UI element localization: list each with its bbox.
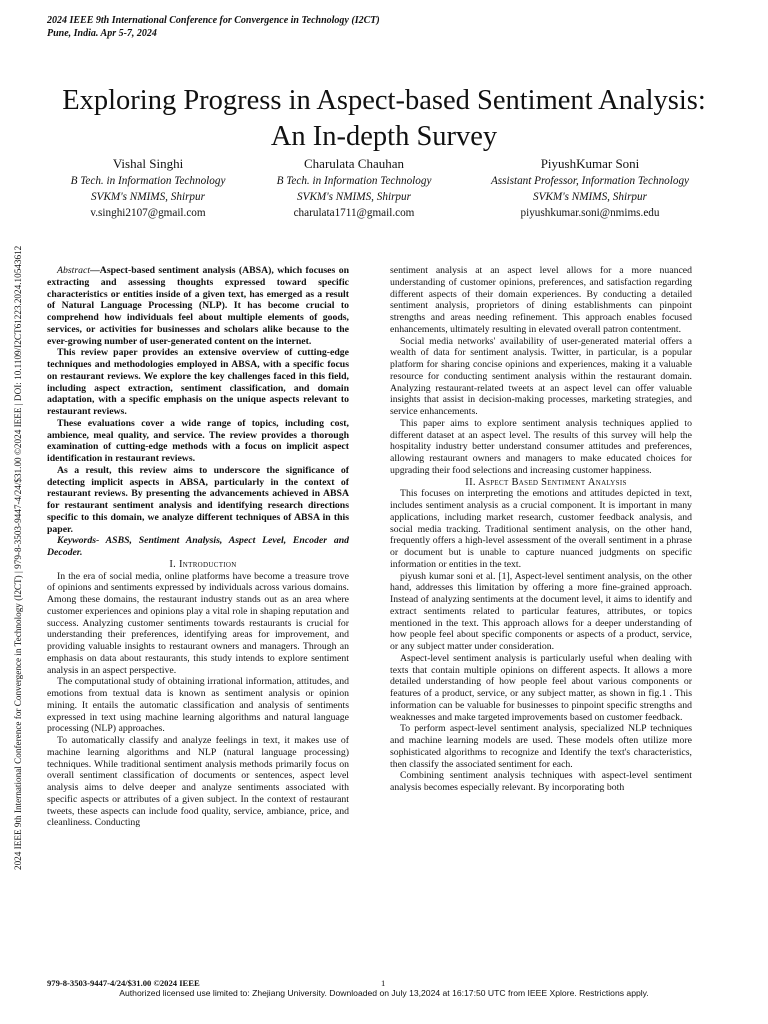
body-paragraph: In the era of social media, online platforms have become a treasure trove of opinions and sentiments expressed by individuals across various domains. Among these domains, the restaurant industry stands out as an area where customer experiences and opinions play a vital role in shaping reputation and success. Analyzing customer sentiments towards restaurants is crucial for understanding their preferences, identifying areas for improvement, and providing valuable insights to restaurant owners and managers. Through an emphasis on data about restaurants, this study intends to explore sentiment analysis in an aspect perspective. xyxy=(47,570,349,676)
author-role: Assistant Professor, Information Technology xyxy=(490,175,690,187)
right-column xyxy=(390,265,692,794)
author-email: piyushkumar.soni@nmims.edu xyxy=(520,207,660,219)
author-name: Charulata Chauhan xyxy=(304,156,404,171)
body-paragraph: This paper aims to explore sentiment analysis techniques applied to different dataset at an aspect level. The results of this survey will help the hospitality industry better understand consumer attitudes and preferences, allowing restaurant owners and managers to make educated choices for upgrading their food selections and increasing customer happiness. xyxy=(390,417,692,476)
body-paragraph: Aspect-level sentiment analysis is particularly useful when dealing with texts that contain multiple opinions on different aspects. It allows a more detailed understanding of how people feel about various components or features of a product, service, or any subject matter, as shown in fig.1 . This information can be valuable for businesses to pinpoint specific strengths and weaknesses and make targeted improvements based on customer feedback. xyxy=(390,652,692,723)
left-column xyxy=(47,265,349,829)
author-institution: SVKM's NMIMS, Shirpur xyxy=(297,191,411,203)
author-card xyxy=(459,155,721,221)
body-paragraph: piyush kumar soni et al. [1], Aspect-level sentiment analysis, on the other hand, addresses this limitation by offering a more fine-grained approach. Instead of analyzing sentiments at the document level, it aims to identify and extract sentiments related to particular features, attributes, or topics mentioned in the text. This approach allows for a deeper understanding of how people feel about specific components or aspects of a product, service, or any subject matter under consideration. xyxy=(390,570,692,652)
abstract-paragraph: These evaluations cover a wide range of topics, including cost, ambience, meal quality, and service. The review provides a thorough examination of cutting-edge methods with a focus on implicit aspect identification in restaurant reviews. xyxy=(47,417,349,464)
author-card xyxy=(47,155,249,221)
keywords: Keywords- ASBS, Sentiment Analysis, Aspect Level, Encoder and Decoder. xyxy=(47,535,349,558)
body-paragraph: To perform aspect-level sentiment analysis, specialized NLP techniques and machine learning models are used. These models often utilize more sophisticated algorithms to recognize and Identify the text's characteristics, then classify the associated sentiment for each. xyxy=(390,723,692,770)
license-notice: Authorized licensed use limited to: Zhejiang University. Downloaded on July 13,2024 at 16:17:50 UTC from IEEE Xplore. Restrictions apply. xyxy=(119,988,649,998)
side-strip-text: 2024 IEEE 9th International Conference for Convergence in Technology (I2CT) | 979-8-3503-9447-4/24/$31.00 ©2024 IEEE | DOI: 10.1109/I2CT61223.2024.10543612 xyxy=(13,245,23,870)
author-name: Vishal Singhi xyxy=(112,156,184,171)
conference-header xyxy=(47,14,380,40)
body-paragraph: This focuses on interpreting the emotions and attitudes depicted in text, includes sentiment analysis as a crucial component. It is important in many applications, including market research, customer feedback analysis, and social media tracking. Traditional sentiment analysis, on the other hand, frequently offers a high-level assessment of the overall sentiment in a phrase or document but is unable to capture nuanced judgments on specific information or entities in the text. xyxy=(390,488,692,570)
body-paragraph: sentiment analysis at an aspect level allows for a more nuanced understanding of customer opinions, preferences, and satisfaction regarding different aspects of their domain experiences. By conducting a detailed sentiment analysis, proprietors of dining establishments can pinpoint strengths and areas needing refinement. This approach enables focused enhancements, ultimately resulting in elevated overall patron contentment. xyxy=(390,265,692,335)
section-heading: II. Aspect Based Sentiment Analysis xyxy=(465,476,627,488)
body-paragraph: Combining sentiment analysis techniques with aspect-level sentiment analysis becomes especially relevant. By incorporating both xyxy=(390,770,692,793)
author-institution: SVKM's NMIMS, Shirpur xyxy=(533,191,647,203)
abstract-text: Aspect-based sentiment analysis (ABSA), which focuses on extracting and assessing thoughts expressed toward specific characteristics or entities inside of a given text, has emerged as a result of Natural Language Processing (NLP). It has become crucial to comprehend how individuals feel about multiple elements of goods, services, or activities for businesses and scholars alike because to the ever-growing number of user-generated content on the internet. xyxy=(47,265,349,347)
abstract-paragraph: As a result, this review aims to underscore the significance of detecting implicit aspects in ABSA, particularly in the context of restaurant reviews. By presenting the advancements achieved in ABSA for restaurant sentiment analysis and identifying research directions specific to this domain, we analyze different techniques of ABSA in this paper. xyxy=(47,464,349,535)
body-paragraph: The computational study of obtaining irrational information, attitudes, and emotions from textual data is known as sentiment analysis or opinion mining. It entails the automatic classification and analysis of sentiments expressed in text using machine learning algorithms and natural language processing (NLP) approaches. xyxy=(47,676,349,735)
page-number: 1 xyxy=(381,978,386,988)
author-block xyxy=(47,155,721,221)
section-heading: I. Introduction xyxy=(169,558,237,570)
author-institution: SVKM's NMIMS, Shirpur xyxy=(91,191,205,203)
author-email: charulata1711@gmail.com xyxy=(293,207,415,219)
author-card xyxy=(254,155,454,221)
conference-name: 2024 IEEE 9th International Conference for Convergence in Technology (I2CT) xyxy=(47,15,380,26)
conference-location: Pune, India. Apr 5-7, 2024 xyxy=(47,28,157,39)
abstract-paragraph: Abstract—Aspect-based sentiment analysis (ABSA), which focuses on extracting and assessing thoughts expressed toward specific characteristics or entities inside of a given text, has emerged as a result of Natural Language Processing (NLP). It has become crucial to comprehend how individuals feel about multiple elements of goods, services, or activities for businesses and scholars alike because to the ever-growing number of user-generated content on the internet. xyxy=(47,265,349,347)
author-email: v.singhi2107@gmail.com xyxy=(90,207,206,219)
abstract-paragraph: This review paper provides an extensive overview of cutting-edge techniques and methodologies employed in ABSA, with a specific focus on restaurant reviews. We explore the key challenges faced in this field, including aspect extraction, sentiment classification, and domain adaptation, with a specific emphasis on the unique aspects relevant to restaurant reviews. xyxy=(47,347,349,417)
body-paragraph: To automatically classify and analyze feelings in text, it makes use of machine learning algorithms and NLP (natural language processing) techniques. While traditional sentiment analysis methods primarily focus on overall sentiment classification of documents or sentences, aspect level analysis aims to delve deeper and analyze sentiments associated with specific aspects or attributes of a given subject. In the context of restaurant tweets, these aspects can include food quality, service, ambiance, price, and cleanliness. Conducting xyxy=(47,735,349,829)
abstract-label: Abstract xyxy=(57,265,91,276)
author-role: B Tech. in Information Technology xyxy=(70,175,226,187)
author-name: PiyushKumar Soni xyxy=(540,156,640,171)
body-paragraph: Social media networks' availability of user-generated material offers a wealth of data for sentiment analysis. Twitter, in particular, is a popular platform for sharing concise opinions and experiences, making it a valuable resource for conducting sentiment analysis within the restaurant domain. Analyzing restaurant-related tweets at an aspect level can offer valuable insights that assist in decision-making processes, marketing strategies, and service enhancements. xyxy=(390,335,692,417)
paper-title: Exploring Progress in Aspect-based Sentiment Analysis: An In-depth Survey xyxy=(62,85,706,153)
copyright-footer: 979-8-3503-9447-4/24/$31.00 ©2024 IEEE xyxy=(47,978,200,988)
side-strip xyxy=(12,158,24,870)
author-role: B Tech. in Information Technology xyxy=(276,175,432,187)
